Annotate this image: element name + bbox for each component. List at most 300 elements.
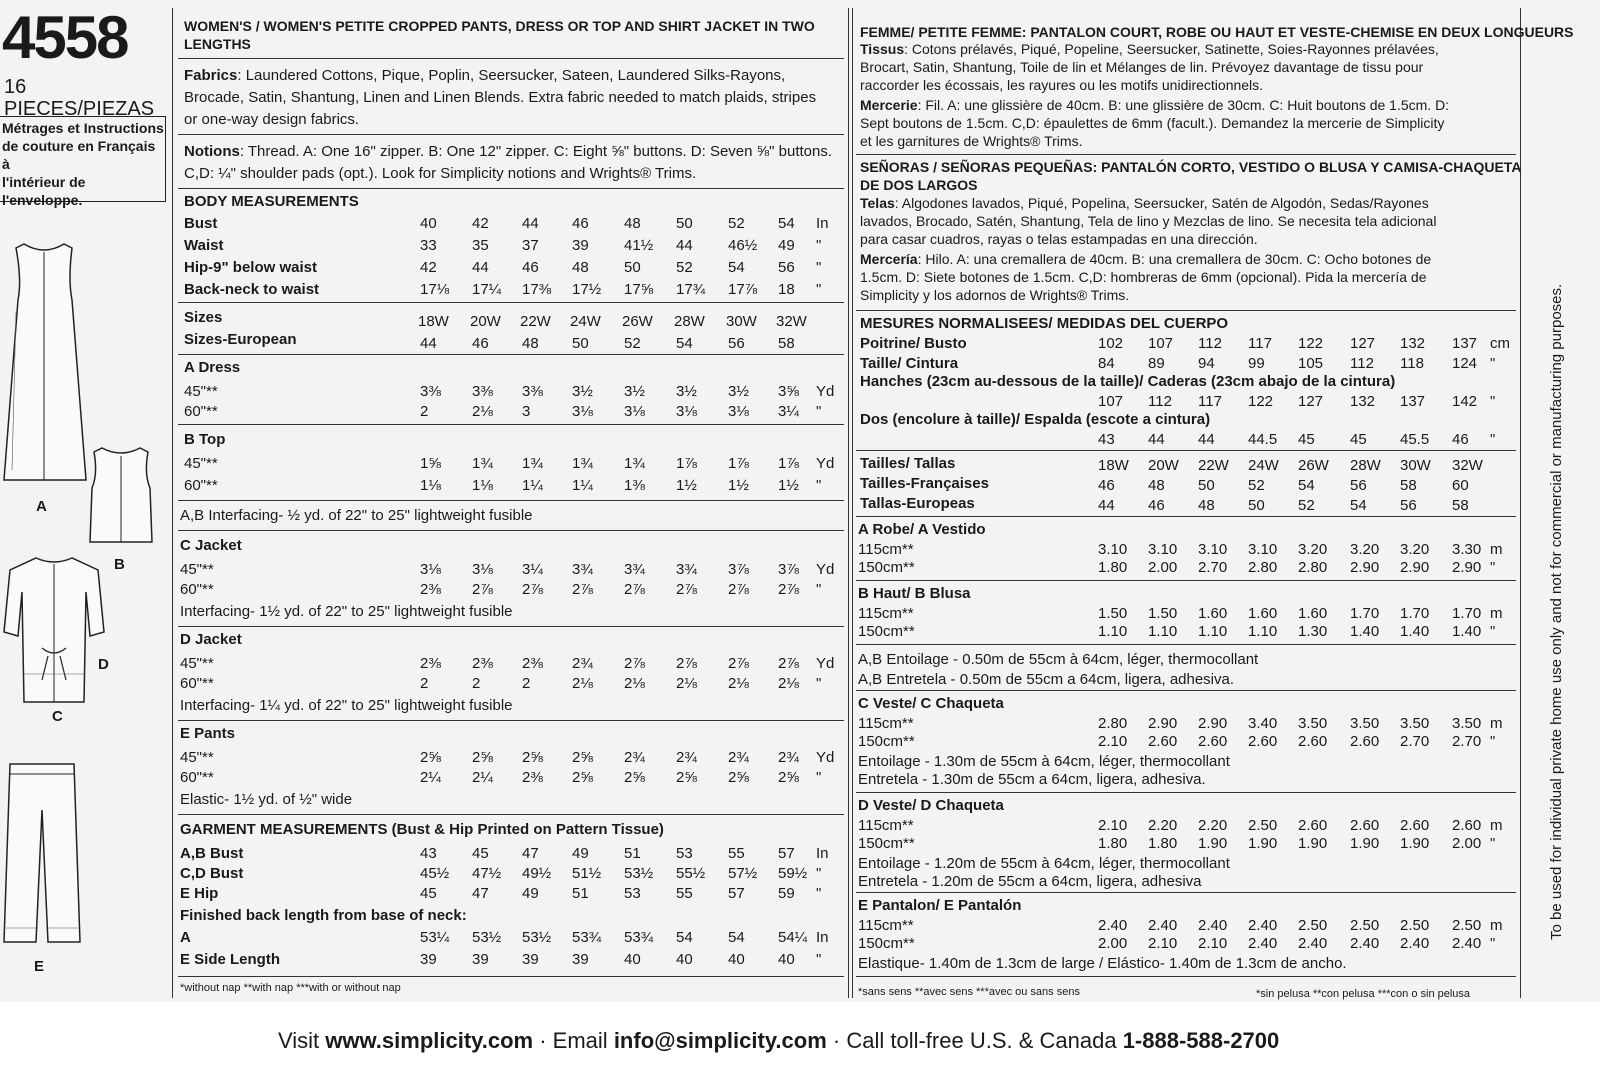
cell-value: 20W	[1148, 457, 1179, 474]
cell-value: 46	[1452, 431, 1469, 448]
cell-value: 2.50	[1452, 917, 1482, 934]
cell-value: 2.40	[1452, 935, 1482, 952]
cell-value: 2⅜	[472, 655, 493, 672]
cell-value: 18	[778, 281, 795, 298]
cell-value: 2⅝	[676, 769, 697, 786]
cell-value: 3½	[728, 383, 749, 400]
cell-value: 2.60	[1350, 817, 1380, 834]
unit-label: "	[1490, 431, 1496, 448]
en-footnote: *without nap **with nap ***with or without nap	[180, 982, 401, 994]
cell-value: 1⅞	[676, 455, 697, 472]
row-label: 60"**	[184, 403, 218, 420]
left-column	[0, 0, 170, 1000]
cell-value: 2⅛	[572, 675, 593, 692]
notions-line: C,D: ¼" shoulder pads (opt.). Look for Simplicity notions and Wrights® Trims.	[184, 165, 697, 182]
column-divider	[1520, 8, 1521, 998]
d-entretela: Entretela - 1.20m de 55cm a 64cm, ligera, adhesiva	[858, 873, 1202, 890]
cell-value: 52	[624, 335, 641, 352]
cell-value: 44	[522, 215, 539, 232]
cell-value: 1⅛	[420, 477, 441, 494]
cell-value: 53½	[624, 865, 654, 882]
cell-value: 39	[572, 237, 589, 254]
cell-value: 84	[1098, 355, 1115, 372]
cell-value: 40	[624, 951, 641, 968]
rule	[856, 976, 1516, 977]
cell-value: 3⅜	[472, 383, 493, 400]
ab-entoilage: A,B Entoilage - 0.50m de 55cm à 64cm, léger, thermocollant	[858, 651, 1259, 668]
cell-value: 1½	[728, 477, 749, 494]
cell-value: 2.10	[1148, 935, 1178, 952]
cell-value: 39	[420, 951, 437, 968]
cell-value: 44	[1148, 431, 1165, 448]
cell-value: 2.40	[1148, 917, 1178, 934]
cell-value: 2¾	[676, 749, 697, 766]
cell-value: 1.60	[1248, 605, 1278, 622]
cell-value: 2⅞	[572, 581, 593, 598]
fabrics-text: : Laundered Cottons, Pique, Poplin, Seersucker, Sateen, Laundered Silks-Rayons,	[237, 67, 786, 84]
cell-value: 3.30	[1452, 541, 1482, 558]
cell-value: 2.50	[1248, 817, 1278, 834]
merceria-text: : Hilo. A: una cremallera de 40cm. B: una cremallera de 30cm. C: Ocho botones de	[917, 251, 1432, 267]
cell-value: 40	[778, 951, 795, 968]
cell-value: 3.20	[1400, 541, 1430, 558]
cell-value: 2⅝	[572, 749, 593, 766]
cell-value: 2.00	[1452, 835, 1482, 852]
cell-value: 3.50	[1452, 715, 1482, 732]
b-top-header: B Top	[184, 431, 226, 448]
cell-value: 44.5	[1248, 431, 1278, 448]
cell-value: 3.50	[1400, 715, 1430, 732]
cell-value: 2.90	[1400, 559, 1430, 576]
cell-value: 59	[778, 885, 795, 902]
fabrics-line: Brocade, Satin, Shantung, Linen and Linen Blends. Extra fabric needed to match plaids, stripes	[184, 89, 817, 106]
french-note-line: de couture en Français à	[2, 138, 156, 172]
cell-value: 3½	[572, 383, 593, 400]
cell-value: 122	[1298, 335, 1324, 352]
cell-value: 137	[1400, 393, 1426, 410]
row-label: Taille/ Cintura	[860, 355, 959, 372]
cell-value: 118	[1400, 355, 1424, 372]
cell-value: 2⅞	[472, 581, 493, 598]
cell-value: 24W	[1248, 457, 1279, 474]
cell-value: 54¼	[778, 929, 808, 946]
cell-value: 122	[1248, 393, 1274, 410]
elastique-line: Elastique- 1.40m de 1.3cm de large / Elástico- 1.40m de 1.3cm de ancho.	[858, 955, 1347, 972]
cell-value: 2	[472, 675, 481, 692]
cell-value: 3.20	[1298, 541, 1328, 558]
cell-value: 127	[1298, 393, 1324, 410]
row-label: 150cm**	[858, 935, 915, 952]
hanches-label: Hanches (23cm au-dessous de la taille)/ Caderas (23cm abajo de la cintura)	[860, 373, 1396, 390]
cell-value: 1¾	[624, 455, 645, 472]
unit-label: Yd	[816, 655, 835, 672]
cell-value: 2⅝	[472, 749, 493, 766]
cell-value: 46	[1148, 497, 1165, 514]
unit-label: Yd	[816, 383, 835, 400]
cell-value: 1.80	[1098, 835, 1128, 852]
cell-value: 40	[420, 215, 437, 232]
unit-label: m	[1490, 715, 1503, 732]
cell-value: 105	[1298, 355, 1324, 372]
unit-label: "	[816, 865, 822, 882]
a-dress-header: A Dress	[184, 359, 241, 376]
rule	[178, 626, 844, 627]
cell-value: 2⅞	[728, 655, 749, 672]
cell-value: 40	[676, 951, 693, 968]
cell-value: 3⅛	[624, 403, 645, 420]
cell-value: 45½	[420, 865, 450, 882]
cell-value: 3⅝	[778, 383, 799, 400]
merceria-line: 1.5cm. D: Siete botones de 1.5cm. C,D: hombreras de 6mm (opcional). Pida la mercería de	[860, 269, 1427, 285]
unit-label: "	[816, 477, 822, 494]
french-note-line: l'enveloppe.	[2, 192, 83, 208]
cell-value: 2⅞	[522, 581, 543, 598]
cell-value: 2.00	[1098, 935, 1128, 952]
unit-label: In	[816, 215, 829, 232]
cell-value: 3	[522, 403, 531, 420]
rule	[856, 310, 1516, 311]
cell-value: 52	[728, 215, 745, 232]
tissus-line: raccorder les écossais, les rayures ou les motifs unidirectionnels.	[860, 77, 1264, 93]
cell-value: 22W	[1198, 457, 1229, 474]
cell-value: 49	[778, 237, 795, 254]
fabrics-line: or one-way design fabrics.	[184, 111, 360, 128]
unit-label: "	[1490, 733, 1496, 750]
cell-value: 1⅜	[624, 477, 645, 494]
cell-value: 2⅞	[728, 581, 749, 598]
cell-value: 1.30	[1298, 623, 1328, 640]
cell-value: 3⅛	[728, 403, 749, 420]
row-label: A,B Bust	[180, 845, 244, 862]
cell-value: 2.00	[1148, 559, 1178, 576]
pattern-number: 4558	[2, 4, 128, 71]
cell-value: 2.10	[1098, 817, 1128, 834]
cell-value: 57	[728, 885, 745, 902]
merceria-line: Simplicity y los adornos de Wrights® Trims.	[860, 287, 1130, 303]
es-title: DE DOS LARGOS	[860, 177, 978, 193]
cell-value: 2⅜	[420, 655, 441, 672]
row-label: 45"**	[180, 655, 214, 672]
cell-value: 45	[1350, 431, 1367, 448]
cell-value: 3⅜	[522, 383, 543, 400]
cell-value: 2.20	[1198, 817, 1228, 834]
cell-value: 17¾	[676, 281, 706, 298]
cell-value: 17¼	[472, 281, 502, 298]
notions-text: : Thread. A: One 16" zipper. B: One 12" zipper. C: Eight ⅝" buttons. D: Seven ⅝" buttons.	[239, 143, 833, 160]
cell-value: 58	[1400, 477, 1417, 494]
cell-value: 2⅜	[522, 655, 543, 672]
email-link[interactable]: info@simplicity.com	[613, 1028, 827, 1053]
cell-value: 56	[1350, 477, 1367, 494]
cell-value: 58	[1452, 497, 1469, 514]
cell-value: 45.5	[1400, 431, 1430, 448]
cell-value: 3.10	[1248, 541, 1278, 558]
cell-value: 1.10	[1148, 623, 1178, 640]
cell-value: 1.80	[1148, 835, 1178, 852]
cell-value: 2.70	[1198, 559, 1228, 576]
cell-value: 137	[1452, 335, 1478, 352]
cell-value: 44	[420, 335, 437, 352]
cell-value: 17½	[572, 281, 602, 298]
e-pants-header: E Pants	[180, 725, 236, 742]
cell-value: 1¾	[572, 455, 593, 472]
dos-label: Dos (encolure à taille)/ Espalda (escote a cintura)	[860, 411, 1211, 428]
cell-value: 2⅜	[522, 769, 543, 786]
fr-footnote: *sans sens **avec sens ***avec ou sans sens	[858, 986, 1080, 998]
cell-value: 1.70	[1350, 605, 1380, 622]
cell-value: 53	[676, 845, 693, 862]
cell-value: 2.40	[1248, 935, 1278, 952]
cell-value: 2.60	[1298, 817, 1328, 834]
unit-label: "	[1490, 835, 1496, 852]
cell-value: 112	[1350, 355, 1374, 372]
d-jacket-header: D Jacket	[180, 631, 242, 648]
rule	[856, 690, 1516, 691]
row-label: 115cm**	[858, 917, 914, 934]
cell-value: 3.50	[1298, 715, 1328, 732]
cell-value: 56	[778, 259, 795, 276]
cell-value: 3¾	[572, 561, 593, 578]
cell-value: 2¾	[778, 749, 799, 766]
cell-value: 3⅛	[472, 561, 493, 578]
cell-value: 2¾	[728, 749, 749, 766]
cell-value: 2⅞	[676, 581, 697, 598]
row-label: E Side Length	[180, 951, 281, 968]
cell-value: 2.70	[1400, 733, 1430, 750]
garment-header: GARMENT MEASUREMENTS (Bust & Hip Printed on Pattern Tissue)	[180, 821, 664, 838]
cell-value: 1.40	[1452, 623, 1482, 640]
tailles-label: Tailles/ Tallas	[860, 455, 956, 472]
unit-label: "	[816, 885, 822, 902]
cell-value: 47	[472, 885, 489, 902]
cell-value: 2.80	[1098, 715, 1128, 732]
cell-value: 2.90	[1350, 559, 1380, 576]
cell-value: 18W	[1098, 457, 1129, 474]
cell-value: 1⅝	[420, 455, 441, 472]
cell-value: 48	[1148, 477, 1165, 494]
cell-value: 2¼	[420, 769, 441, 786]
cell-value: 2⅞	[778, 581, 799, 598]
rule	[856, 450, 1516, 451]
column-divider	[172, 8, 173, 998]
cell-value: 2.60	[1400, 817, 1430, 834]
fabrics-line	[184, 66, 785, 86]
unit-label: m	[1490, 541, 1503, 558]
cell-value: 1.50	[1098, 605, 1128, 622]
row-label: 45"**	[180, 561, 214, 578]
cell-value: 50	[676, 215, 693, 232]
cell-value: 2.40	[1098, 917, 1128, 934]
cell-value: 22W	[520, 313, 551, 330]
cell-value: 54	[676, 929, 693, 946]
website-link[interactable]: www.simplicity.com	[325, 1028, 534, 1053]
cell-value: 2.50	[1298, 917, 1328, 934]
unit-label: "	[816, 237, 822, 254]
unit-label: cm	[1490, 335, 1510, 352]
cell-value: 32W	[776, 313, 807, 330]
mesures-header: MESURES NORMALISEES/ MEDIDAS DEL CUERPO	[860, 315, 1229, 332]
email-label: · Email	[533, 1028, 614, 1053]
view-label-e: E	[34, 958, 45, 975]
cell-value: 1¼	[572, 477, 593, 494]
unit-label: "	[1490, 935, 1496, 952]
cell-value: 2⅞	[676, 655, 697, 672]
telas-label: Telas	[860, 195, 895, 211]
cell-value: 1⅛	[472, 477, 493, 494]
cell-value: 2⅝	[572, 769, 593, 786]
tissus-label: Tissus	[860, 41, 905, 57]
cell-value: 94	[1198, 355, 1215, 372]
rule	[178, 58, 844, 59]
sizes-label: Sizes	[184, 309, 223, 326]
cell-value: 3¾	[676, 561, 697, 578]
notions-label: Notions	[184, 143, 240, 160]
cell-value: 2.10	[1098, 733, 1128, 750]
cell-value: 3¼	[522, 561, 543, 578]
pieces-count: 16 PIECES/PIEZAS	[4, 76, 155, 120]
cell-value: 2⅛	[472, 403, 493, 420]
cell-value: 26W	[1298, 457, 1329, 474]
cell-value: 107	[1098, 393, 1124, 410]
unit-label: "	[1490, 559, 1496, 576]
cell-value: 54	[778, 215, 795, 232]
unit-label: Yd	[816, 455, 835, 472]
cell-value: 28W	[674, 313, 705, 330]
cell-value: 2	[420, 403, 429, 420]
cell-value: 44	[1198, 431, 1215, 448]
cell-value: 1⅞	[728, 455, 749, 472]
cell-value: 2.70	[1452, 733, 1482, 750]
rule	[178, 976, 844, 977]
unit-label: "	[816, 581, 822, 598]
tissus-text: : Cotons prélavés, Piqué, Popeline, Seersucker, Satinette, Soies-Rayonnes prélavées,	[904, 41, 1439, 57]
telas-line	[860, 194, 1429, 212]
cell-value: 2.60	[1148, 733, 1178, 750]
cell-value: 47½	[472, 865, 502, 882]
row-label: 150cm**	[858, 835, 915, 852]
column-divider	[848, 8, 849, 998]
cell-value: 3⅞	[778, 561, 799, 578]
es-title: SEÑORAS / SEÑORAS PEQUEÑAS: PANTALÓN CORTO, VESTIDO O BLUSA Y CAMISA-CHAQUETA	[860, 159, 1522, 175]
row-label: Poitrine/ Busto	[860, 335, 967, 352]
cell-value: 2.60	[1248, 733, 1278, 750]
cell-value: 56	[1400, 497, 1417, 514]
cell-value: 55	[728, 845, 745, 862]
unit-label: In	[816, 845, 829, 862]
cell-value: 2⅜	[420, 581, 441, 598]
cell-value: 2.40	[1298, 935, 1328, 952]
cell-value: 43	[1098, 431, 1115, 448]
cell-value: 17⅜	[522, 281, 552, 298]
cell-value: 17⅛	[420, 281, 450, 298]
cell-value: 2.90	[1198, 715, 1228, 732]
row-label: 60"**	[180, 675, 214, 692]
cell-value: 2.40	[1198, 917, 1228, 934]
unit-label: Yd	[816, 561, 835, 578]
cell-value: 39	[572, 951, 589, 968]
cell-value: 43	[420, 845, 437, 862]
cell-value: 2⅞	[624, 655, 645, 672]
row-label: 45"**	[184, 455, 218, 472]
unit-label: Yd	[816, 749, 835, 766]
cell-value: 127	[1350, 335, 1376, 352]
cell-value: 46	[472, 335, 489, 352]
cell-value: 1.90	[1298, 835, 1328, 852]
cell-value: 54	[1298, 477, 1315, 494]
merceria-line	[860, 250, 1431, 268]
mercerie-line: Sept boutons de 1.5cm. C,D: épaulettes de 6mm (facult.). Demandez la mercerie de Simplicity	[860, 115, 1445, 131]
cell-value: 2.60	[1198, 733, 1228, 750]
telas-line: lavados, Brocado, Satén, Shantung, Tela de lino y Mezclas de lino. Se necesita tela adicional	[860, 213, 1437, 229]
top-sketch	[86, 444, 156, 546]
phone-number[interactable]: 1-888-588-2700	[1122, 1028, 1280, 1053]
cell-value: 42	[472, 215, 489, 232]
cell-value: 3.40	[1248, 715, 1278, 732]
cell-value: 2.40	[1248, 917, 1278, 934]
cell-value: 52	[676, 259, 693, 276]
rule	[856, 516, 1516, 517]
cell-value: 60	[1452, 477, 1469, 494]
cell-value: 3¼	[778, 403, 799, 420]
cell-value: 2⅝	[778, 769, 799, 786]
cell-value: 53½	[472, 929, 502, 946]
row-label: 45"**	[180, 749, 214, 766]
cell-value: 1.90	[1400, 835, 1430, 852]
unit-label: "	[816, 951, 822, 968]
body-row-label: Bust	[184, 215, 218, 232]
unit-label: m	[1490, 917, 1503, 934]
unit-label: "	[1490, 393, 1496, 410]
view-label-a: A	[36, 498, 47, 515]
unit-label: "	[816, 281, 822, 298]
cell-value: 55½	[676, 865, 706, 882]
cell-value: 2¾	[572, 655, 593, 672]
row-label: 115cm**	[858, 605, 914, 622]
unit-label: m	[1490, 605, 1503, 622]
jacket-sketch	[2, 552, 106, 708]
view-label-b: B	[114, 556, 125, 573]
cell-value: 2⅞	[778, 655, 799, 672]
cell-value: 3¾	[624, 561, 645, 578]
rule	[178, 134, 844, 135]
row-label: 60"**	[180, 769, 214, 786]
cell-value: 54	[676, 335, 693, 352]
rule	[856, 892, 1516, 893]
body-row-label: Back-neck to waist	[184, 281, 320, 298]
view-label-d: D	[98, 656, 109, 673]
cell-value: 47	[522, 845, 539, 862]
cell-value: 1.40	[1400, 623, 1430, 640]
c-interfacing: Interfacing- 1½ yd. of 22" to 25" lightweight fusible	[180, 603, 513, 620]
fr-title: FEMME/ PETITE FEMME: PANTALON COURT, ROBE OU HAUT ET VESTE-CHEMISE EN DEUX LONGUEURS	[860, 24, 1574, 40]
cell-value: 2	[420, 675, 429, 692]
cell-value: 54	[728, 929, 745, 946]
cell-value: 3⅞	[728, 561, 749, 578]
d-entoilage: Entoilage - 1.20m de 55cm à 64cm, léger, thermocollant	[858, 855, 1230, 872]
cell-value: 2⅞	[624, 581, 645, 598]
cell-value: 2.60	[1452, 817, 1482, 834]
c-entretela: Entretela - 1.30m de 55cm a 64cm, ligera, adhesiva.	[858, 771, 1206, 788]
cell-value: 54	[1350, 497, 1367, 514]
row-label: E Hip	[180, 885, 219, 902]
cell-value: 2.80	[1298, 559, 1328, 576]
cell-value: 2⅝	[728, 769, 749, 786]
cell-value: 2.20	[1148, 817, 1178, 834]
cell-value: 40	[728, 951, 745, 968]
row-label: 115cm**	[858, 715, 914, 732]
cell-value: 57	[778, 845, 795, 862]
merceria-label: Mercería	[860, 251, 918, 267]
